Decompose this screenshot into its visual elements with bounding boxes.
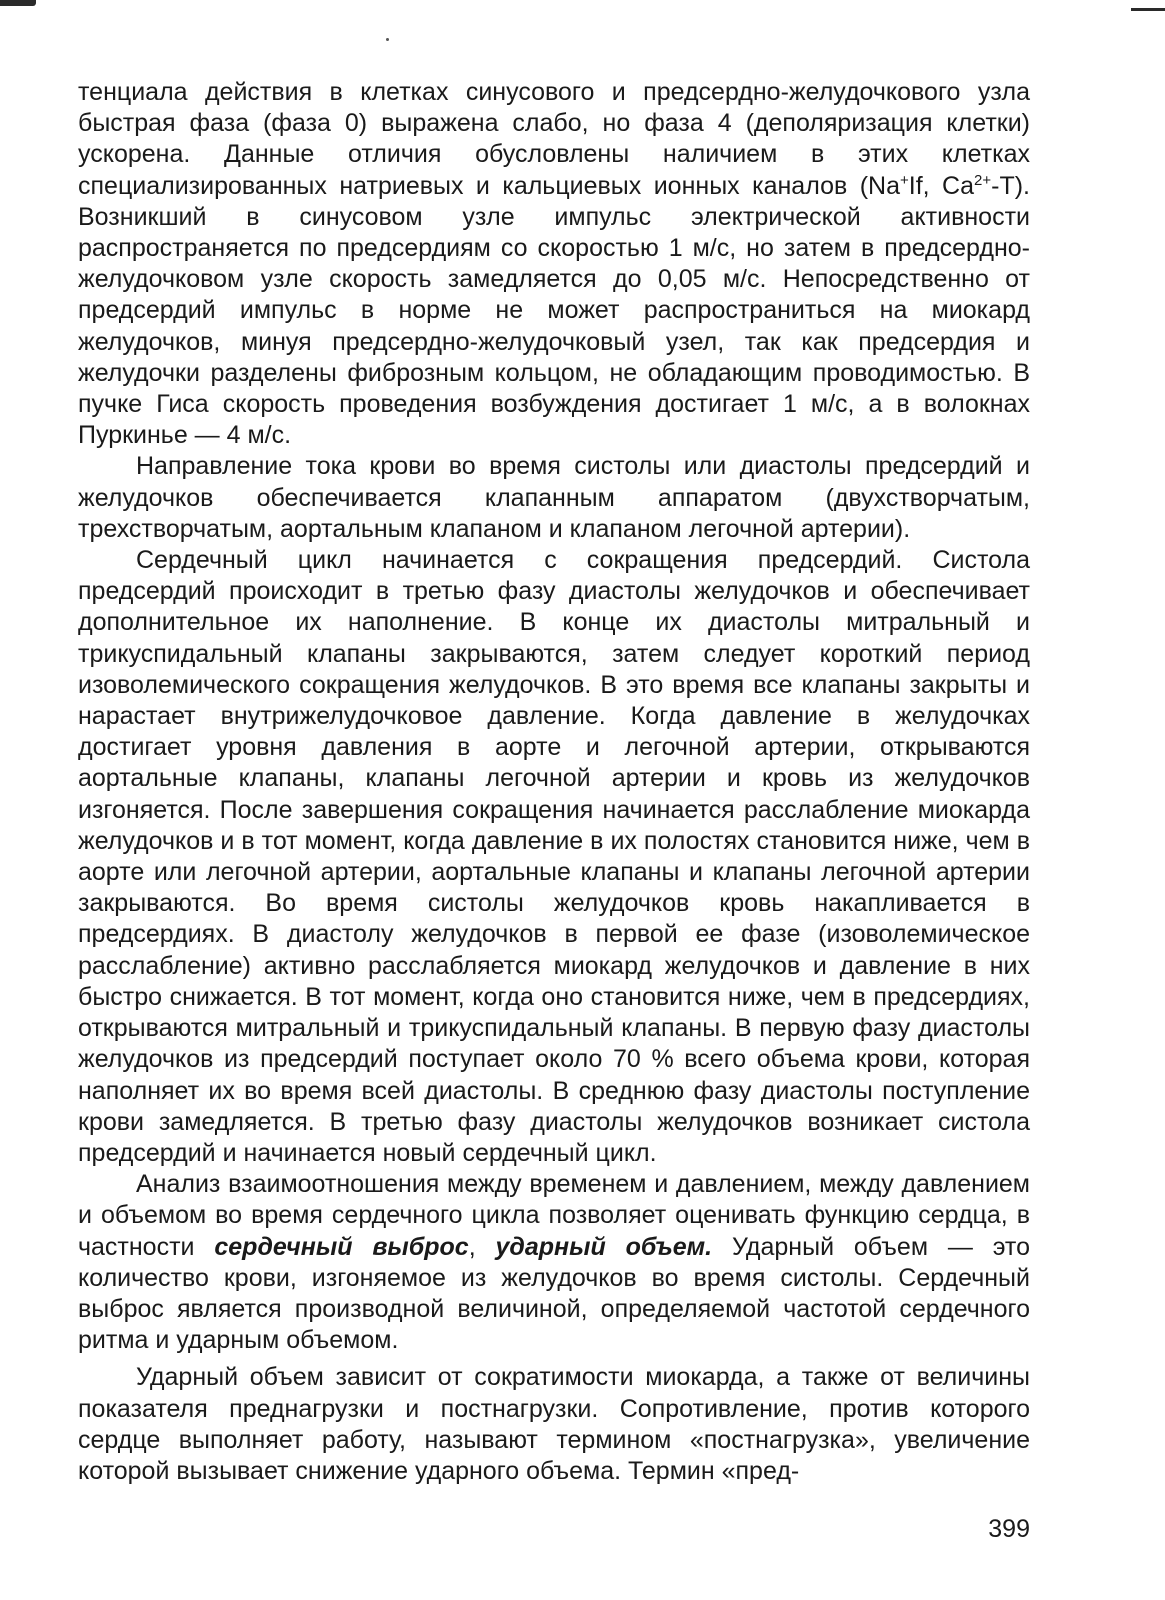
paragraph-5 (78, 1362, 1030, 1487)
paragraph-5-text: Ударный объем зависит от сократимости миокарда, а также от величины показателя преднагрузки и постнагрузки. Сопротивление, против которого сердце выполняет работу, называют термином «постнагрузка», увеличение которой вызывает снижение ударного объема. Термин «пред- (78, 1363, 1030, 1485)
paragraph-2 (78, 451, 1030, 545)
scan-artifact-dot (386, 38, 389, 41)
paragraph-2-text: Направление тока крови во время систолы или диастолы предсердий и желудочков обеспечивается клапанным аппаратом (двухстворчатым, трехстворчатым, аортальным клапаном и клапаном легочной артерии). (78, 452, 1030, 543)
paragraph-1 (78, 77, 1030, 451)
paragraph-3 (78, 545, 1030, 1169)
scan-artifact-top-right (1131, 8, 1165, 11)
paragraph-4-after: Ударный объем — это количество крови, изгоняемое из желудочков во время систолы. Сердечный выброс является производной величиной, определяемой частотой сердечного ритма и ударным объемом. (78, 1232, 1030, 1355)
paragraph-1-mid: If, Ca (908, 171, 975, 200)
page-body (78, 77, 1030, 1487)
paragraph-4 (78, 1169, 1030, 1356)
paragraph-1-text: тенциала действия в клетках синусового и предсердно-желудочкового узла быстрая фаза (фаза 0) выражена слабо, но фаза 4 (деполяризация клетки) ускорена. Данные отличия обусловлены наличием в этих клетках специализированных натриевых и кальциевых ионных каналов (Na (78, 78, 1030, 200)
term-stroke-volume: ударный объем. (495, 1232, 713, 1261)
calcium-charge-sup: 2+ (974, 171, 992, 189)
paragraph-4-between: , (468, 1232, 496, 1261)
scan-artifact-top-left (0, 0, 36, 6)
paragraph-1-tail: -Т). Возникший в синусовом узле импульс электрической активности распространяется по предсердиям со скоростью 1 м/с, но затем в предсердно-желудочковом узле скорость замедляется до 0,05 м/с. Непосредственно от предсердий импульс в норме не может распространиться на миокард желудочков, минуя предсердно-желудочковый узел, так как предсердия и желудочки разделены фиброзным кольцом, не обладающим проводимостью. В пучке Гиса скорость проведения возбуждения достигает 1 м/с, а в волокнах Пуркинье — 4 м/с. (78, 171, 1030, 450)
page-number: 399 (988, 1515, 1030, 1543)
sodium-charge-sup: + (900, 171, 909, 189)
paragraph-3-text: Сердечный цикл начинается с сокращения предсердий. Систола предсердий происходит в третью фазу диастолы желудочков и обеспечивает дополнительное их наполнение. В конце их диастолы митральный и трикуспидальный клапаны закрываются, затем следует короткий период изоволемического сокращения желудочков. В это время все клапаны закрыты и нарастает внутрижелудочковое давление. Когда давление в желудочках достигает уровня давления в аорте и легочной артерии, открываются аортальные клапаны, клапаны легочной артерии и кровь из желудочков изгоняется. После завершения сокращения начинается расслабление миокарда желудочков и в тот момент, когда давление в их полостях становится ниже, чем в аорте или легочной артерии, аортальные клапаны и клапаны легочной артерии закрываются. Во время систолы желудочков кровь накапливается в предсердиях. В диастолу желудочков в первой ее фазе (изоволемическое расслабление) активно расслабляется миокард желудочков и давление в них быстро снижается. В тот момент, когда оно становится ниже, чем в предсердиях, открываются митральный и трикуспидальный клапаны. В первую фазу диастолы желудочков из предсердий поступает около 70 % всего объема крови, которая наполняет их во время всей диастолы. В среднюю фазу диастолы поступление крови замедляется. В третью фазу диастолы желудочков возникает систола предсердий и начинается новый сердечный цикл. (78, 546, 1030, 1167)
paragraph-4-before: Анализ взаимоотношения между временем и давлением, между давлением и объемом во время сердечного цикла позволяет оценивать функцию сердца, в частности (78, 1170, 1030, 1261)
term-cardiac-output: сердечный выброс (214, 1232, 469, 1261)
